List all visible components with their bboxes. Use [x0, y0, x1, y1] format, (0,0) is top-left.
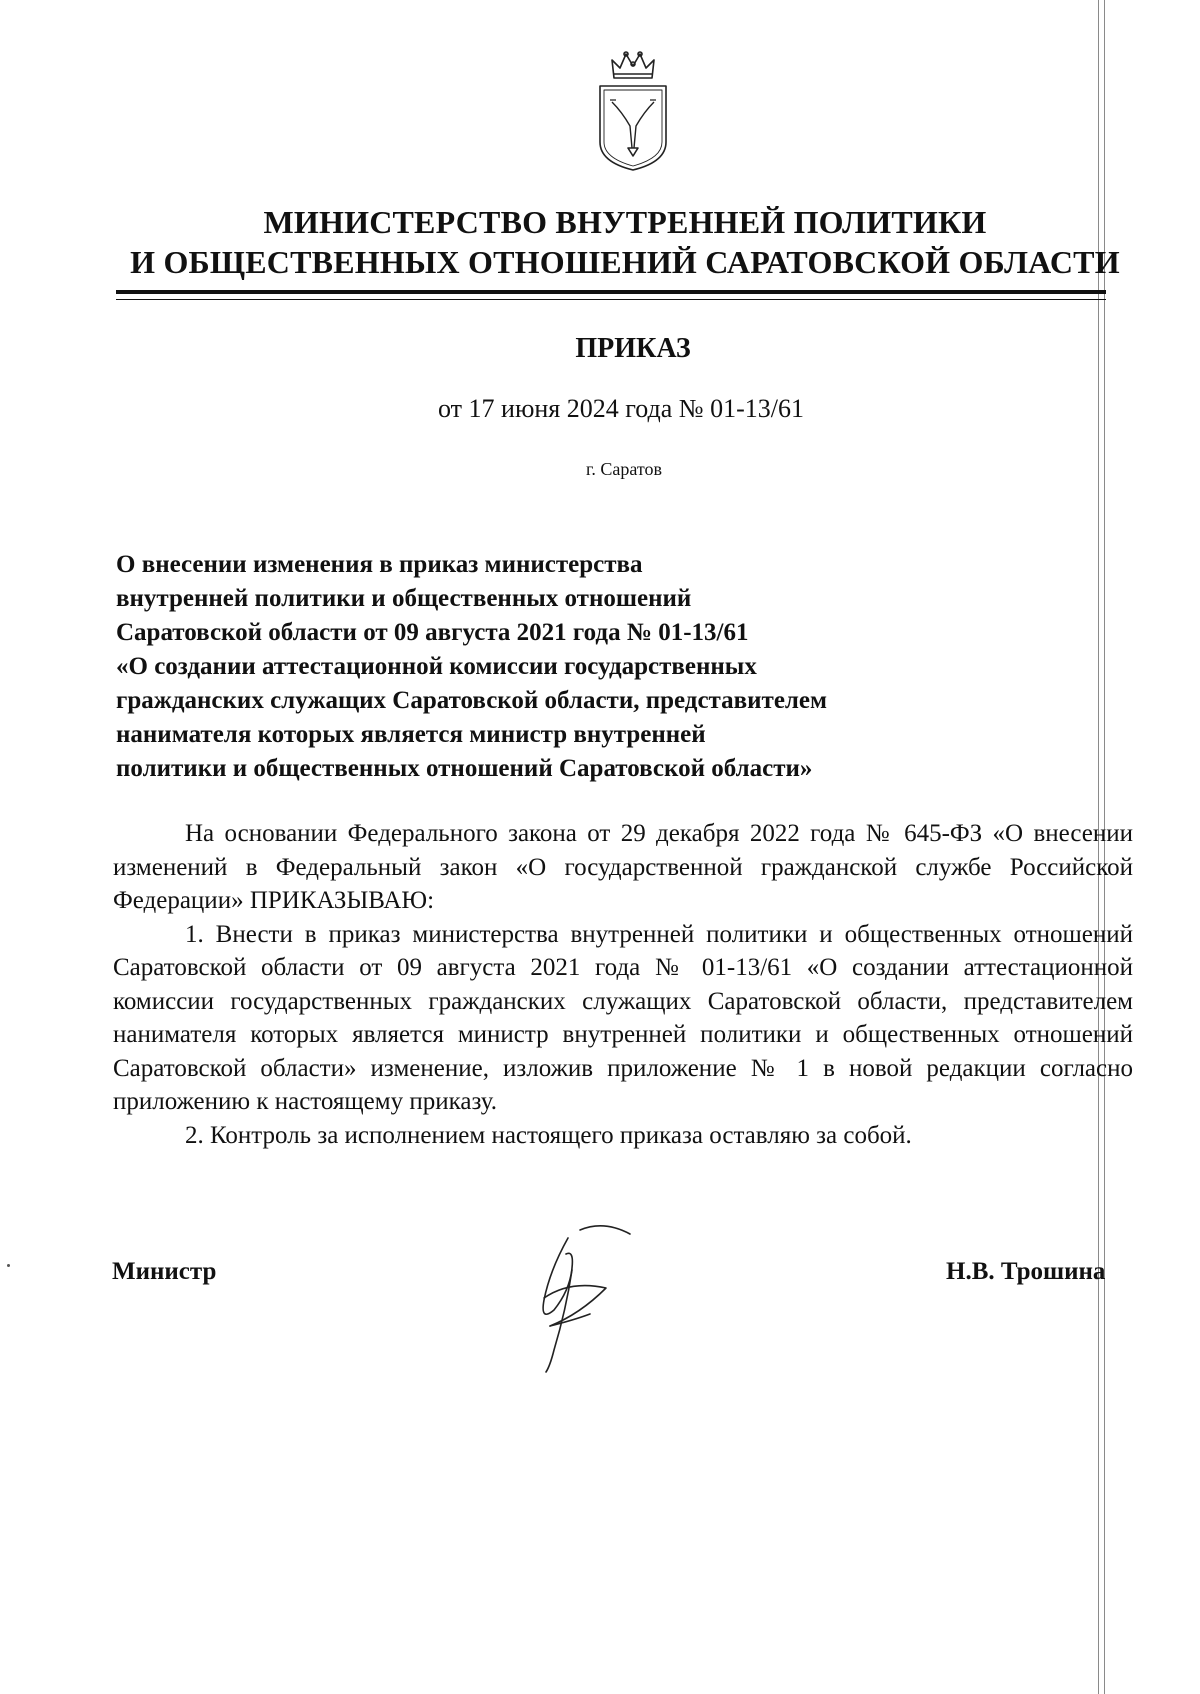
order-date-number: от 17 июня 2024 года № 01-13/61	[438, 394, 804, 423]
order-subject	[116, 548, 1016, 786]
signatory-position: Министр	[112, 1258, 217, 1285]
subject-line: внутренней политики и общественных отношений	[116, 585, 692, 612]
body-paragraph-item-2: 2. Контроль за исполнением настоящего приказа оставляю за собой.	[185, 1121, 912, 1149]
order-title: ПРИКАЗ	[575, 333, 691, 364]
header-rule-thick	[116, 290, 1106, 294]
scan-speck	[7, 1264, 10, 1267]
ministry-line-1: МИНИСТЕРСТВО ВНУТРЕННЕЙ ПОЛИТИКИ	[263, 204, 987, 240]
subject-line: гражданских служащих Саратовской области, представителем	[116, 687, 828, 714]
order-city: г. Саратов	[586, 459, 662, 479]
subject-line: «О создании аттестационной комиссии государственных	[116, 653, 757, 680]
saratov-coat-of-arms-icon	[596, 50, 670, 172]
order-body	[113, 817, 1133, 1152]
ministry-header	[100, 202, 1150, 282]
subject-line: О внесении изменения в приказ министерства	[116, 551, 643, 578]
subject-line: нанимателя которых является министр внутренней	[116, 721, 706, 748]
body-paragraph-preamble: На основании Федерального закона от 29 декабря 2022 года № 645-ФЗ «О внесении изменений в Федеральный закон «О государственной гражданской службе Российской Федерации» ПРИКАЗЫВАЮ:	[113, 820, 1133, 914]
header-rule-thin	[116, 299, 1106, 300]
body-paragraph-item-1: 1. Внести в приказ министерства внутренней политики и общественных отношений Саратовской области от 09 августа 2021 года № 01-13/61 «О создании аттестационной комиссии государственных гражданских служащих Саратовской области, представителем нанимателя которых является министр внутренней политики и общественных отношений Саратовской области» изменение, изложив приложение № 1 в новой редакции согласно приложению к настоящему приказу.	[113, 920, 1133, 1115]
subject-line: Саратовской области от 09 августа 2021 года № 01-13/61	[116, 619, 749, 646]
ministry-line-2: И ОБЩЕСТВЕННЫХ ОТНОШЕНИЙ САРАТОВСКОЙ ОБЛАСТИ	[130, 244, 1120, 280]
handwritten-signature-icon	[510, 1210, 670, 1380]
signatory-name: Н.В. Трошина	[946, 1258, 1106, 1285]
subject-line: политики и общественных отношений Саратовской области»	[116, 755, 813, 782]
